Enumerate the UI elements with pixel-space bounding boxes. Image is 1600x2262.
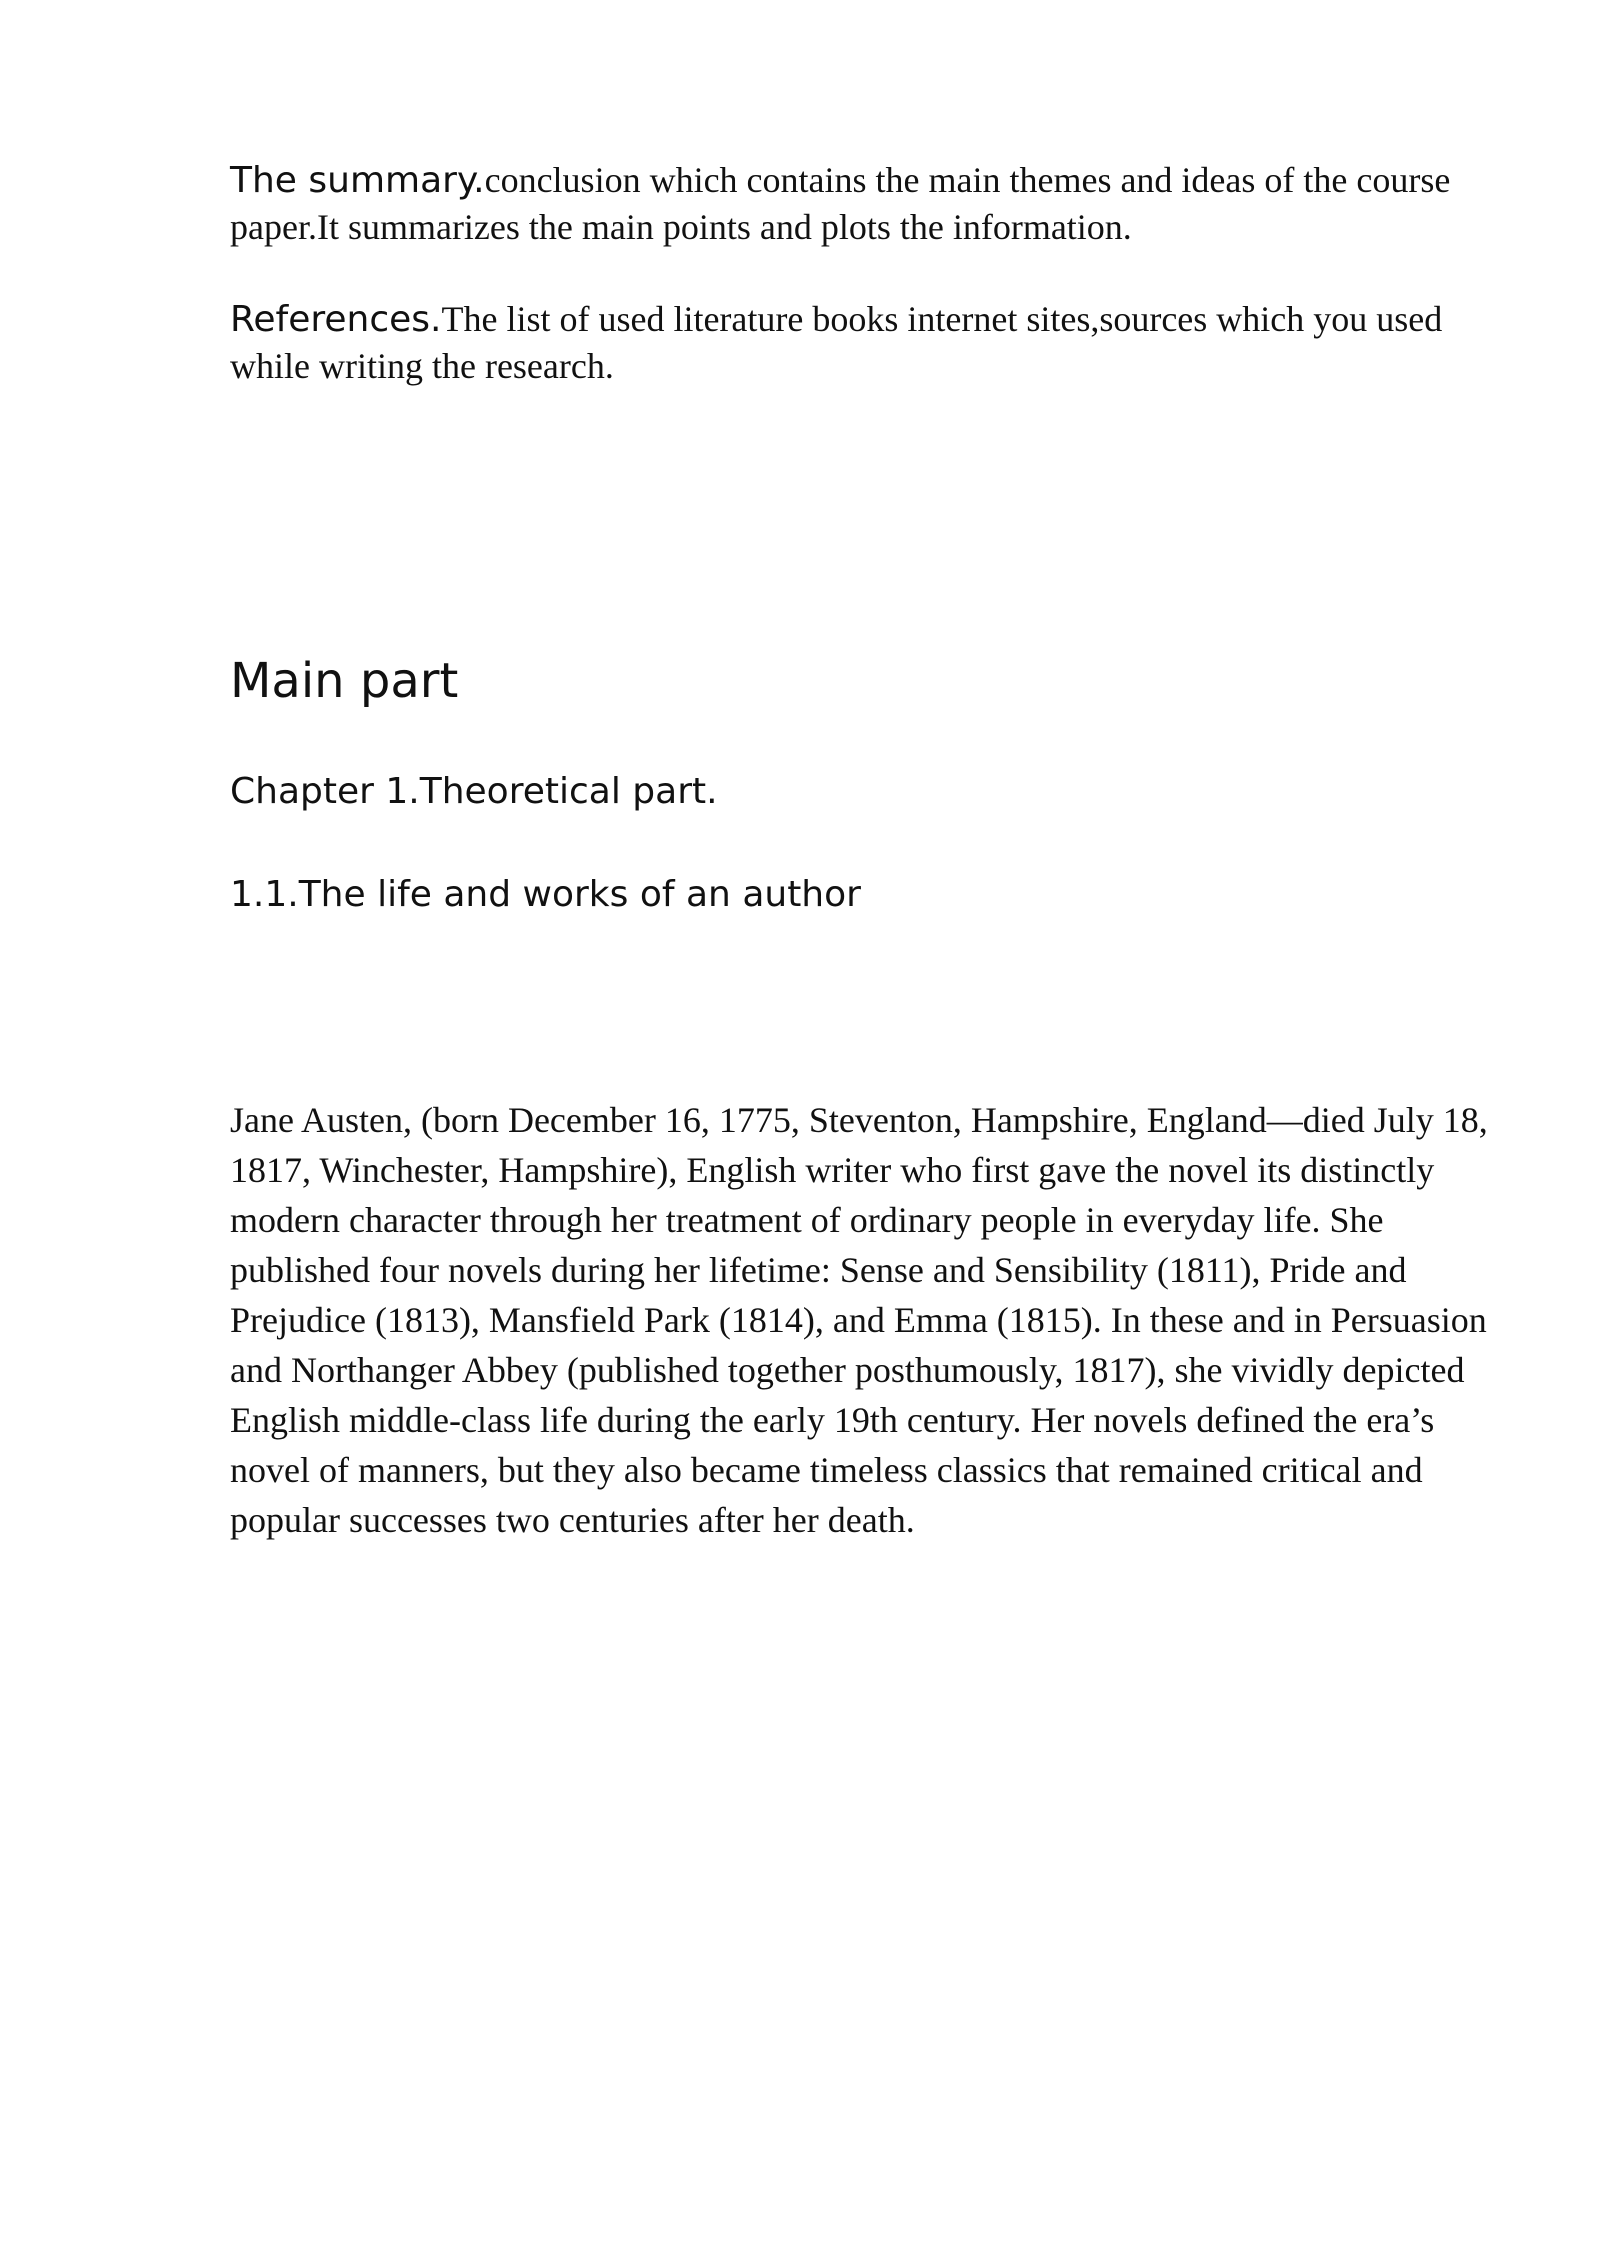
summary-text: conclusion which contains the main themes and ideas of the course paper.It summarizes the main points and plots the information. bbox=[230, 160, 1451, 247]
references-text: The list of used literature books internet sites,sources which you used while writing the research. bbox=[230, 299, 1443, 386]
references-paragraph bbox=[230, 296, 1505, 389]
references-lead: References. bbox=[230, 299, 442, 340]
summary-lead: The summary. bbox=[230, 160, 485, 201]
chapter-heading: Chapter 1.Theoretical part. bbox=[230, 771, 718, 812]
main-part-heading: Main part bbox=[230, 653, 459, 709]
document-page bbox=[230, 0, 1510, 2262]
body-paragraph: Jane Austen, (born December 16, 1775, Steventon, Hampshire, England—died July 18, 1817, Winchester, Hampshire), English writer who first gave the novel its distinctly modern character through her treatment of ordinary people in everyday life. She published four novels during her lifetime: Sense and Sensibility (1811), Pride and Prejudice (1813), Mansfield Park (1814), and Emma (1815). In these and in Persuasion and Northanger Abbey (published together posthumously, 1817), she vividly depicted English middle-class life during the early 19th century. Her novels defined the era’s novel of manners, but they also became timeless classics that remained critical and popular successes two centuries after her death. bbox=[230, 1100, 1488, 1540]
summary-paragraph bbox=[230, 157, 1505, 250]
section-heading: 1.1.The life and works of an author bbox=[230, 874, 861, 915]
